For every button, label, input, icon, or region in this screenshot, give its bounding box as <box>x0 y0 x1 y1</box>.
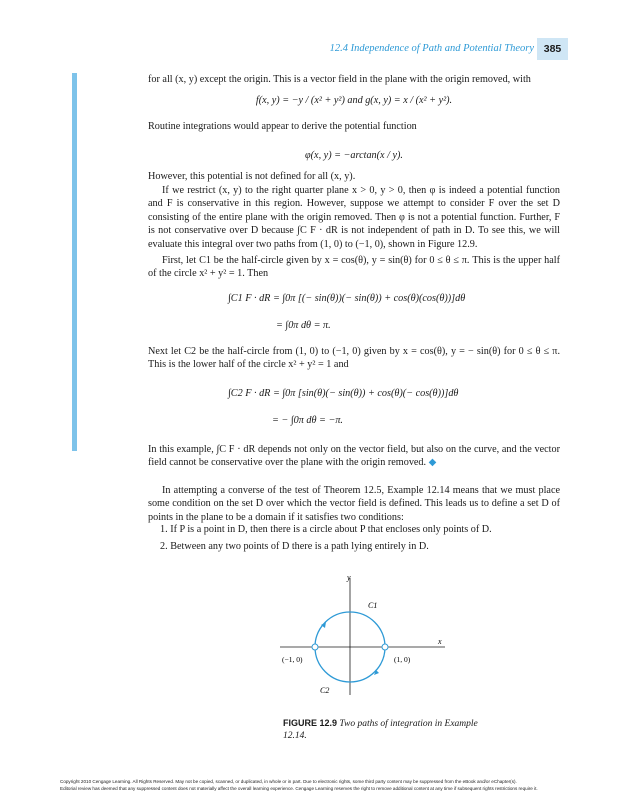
equation-3b: = ∫0π dθ = π. <box>276 320 331 332</box>
list-item: 2. Between any two points of D there is a path lying entirely in D. <box>160 541 429 553</box>
equation-2: φ(x, y) = −arctan(x / y). <box>305 150 403 161</box>
paragraph-restrict <box>148 184 560 251</box>
point-left <box>312 644 318 650</box>
paragraph-first <box>148 254 560 281</box>
equation-4b: = − ∫0π dθ = −π. <box>272 415 343 427</box>
paragraph-intro <box>148 73 560 86</box>
running-title: 12.4 Independence of Path and Potential Theory <box>329 43 534 54</box>
equation-c1-block <box>228 290 558 335</box>
example-sidebar-bar <box>72 73 77 451</box>
domain-conditions-list <box>160 523 560 554</box>
copyright-footer <box>60 779 580 793</box>
text-p7-body: In this example, ∫C F · dR depends not only on the vector field, but also on the curve, and the vector field cannot be conservative over the plane with the origin removed. <box>148 444 560 469</box>
figure-caption <box>283 718 483 743</box>
equation-1: f(x, y) = −y / (x² + y²) and g(x, y) = x / (x² + y²). <box>255 95 453 106</box>
paragraph-routine <box>148 120 560 133</box>
text-p2: Routine integrations would appear to derive the potential function <box>148 121 417 132</box>
page-header <box>0 38 622 60</box>
text-p6: Next let C2 be the half-circle from (1, 0) to (−1, 0) given by x = cos(θ), y = − sin(θ) for 0 ≤ θ ≤ π. This is the lower half of the circle x² + y² = 1 and <box>148 346 560 371</box>
left-point-label: (−1, 0) <box>282 655 303 664</box>
footer-line-1: Copyright 2010 Cengage Learning. All Rights Reserved. May not be copied, scanned, or duplicated, in whole or in part. Due to electronic rights, some third party content may be suppressed from the eBook and/or eChapter(s). <box>60 779 517 784</box>
text-p8: In attempting a converse of the test of Theorem 12.5, Example 12.14 means that we must place some condition on the set D over which the vector field is defined. This leads us to define a set D of points in the plane to be a domain if it satisfies two conditions: <box>148 485 560 523</box>
point-right <box>382 644 388 650</box>
text-p4: If we restrict (x, y) to the right quarter plane x > 0, y > 0, then φ is indeed a potential function and F is conservative in this region. However, suppose we attempt to consider F over the set D consisting of the entire plane with the origin removed. Then φ is not a potential function. Further, F is not conservative over D because ∫C F · dR is not independent of path in D. To see this, we will evaluate this integral over two paths from (1, 0) to (−1, 0), shown in Figure 12.9. <box>148 185 560 250</box>
caption-text: Two paths of integration in Example 12.14. <box>283 719 478 742</box>
text-p7 <box>148 443 560 470</box>
c2-label: C2 <box>320 686 330 695</box>
page-number: 385 <box>537 38 568 60</box>
text-p5: First, let C1 be the half-circle given by x = cos(θ), y = sin(θ) for 0 ≤ θ ≤ π. This is the upper half of the circle x² + y² = 1. Then <box>148 255 560 280</box>
text-p3: However, this potential is not defined for all (x, y). <box>148 171 356 182</box>
y-axis-label: y <box>347 573 351 582</box>
list-item: 1. If P is a point in D, then there is a circle about P that encloses only points of D. <box>160 524 492 535</box>
paragraph-example <box>148 443 560 470</box>
end-of-example-icon: ◆ <box>428 457 437 469</box>
x-axis-label: x <box>438 637 442 646</box>
equation-potential <box>148 147 560 164</box>
equation-3a: ∫C1 F · dR = ∫0π [(− sin(θ))(− sin(θ)) + cos(θ)(cos(θ))]dθ <box>228 293 466 304</box>
right-point-label: (1, 0) <box>394 655 411 664</box>
c1-label: C1 <box>368 601 378 610</box>
equation-fg <box>148 92 560 109</box>
footer-line-2: Editorial review has deemed that any suppressed content does not materially affect the overall learning experience. Cengage Learning reserves the right to remove additional content at any time if subsequent rights restrictions require it. <box>60 785 538 791</box>
equation-4a: ∫C2 F · dR = ∫0π [sin(θ)(− sin(θ)) + cos(θ)(− cos(θ))]dθ <box>228 388 459 399</box>
paragraph-however <box>148 170 560 183</box>
equation-c2-block <box>228 385 558 430</box>
figure-12-9 <box>270 570 450 710</box>
caption-label: FIGURE 12.9 <box>283 718 338 728</box>
text-p1: for all (x, y) except the origin. This is a vector field in the plane with the origin removed, with <box>148 74 531 85</box>
paragraph-next <box>148 345 560 372</box>
paragraph-converse <box>148 484 560 524</box>
